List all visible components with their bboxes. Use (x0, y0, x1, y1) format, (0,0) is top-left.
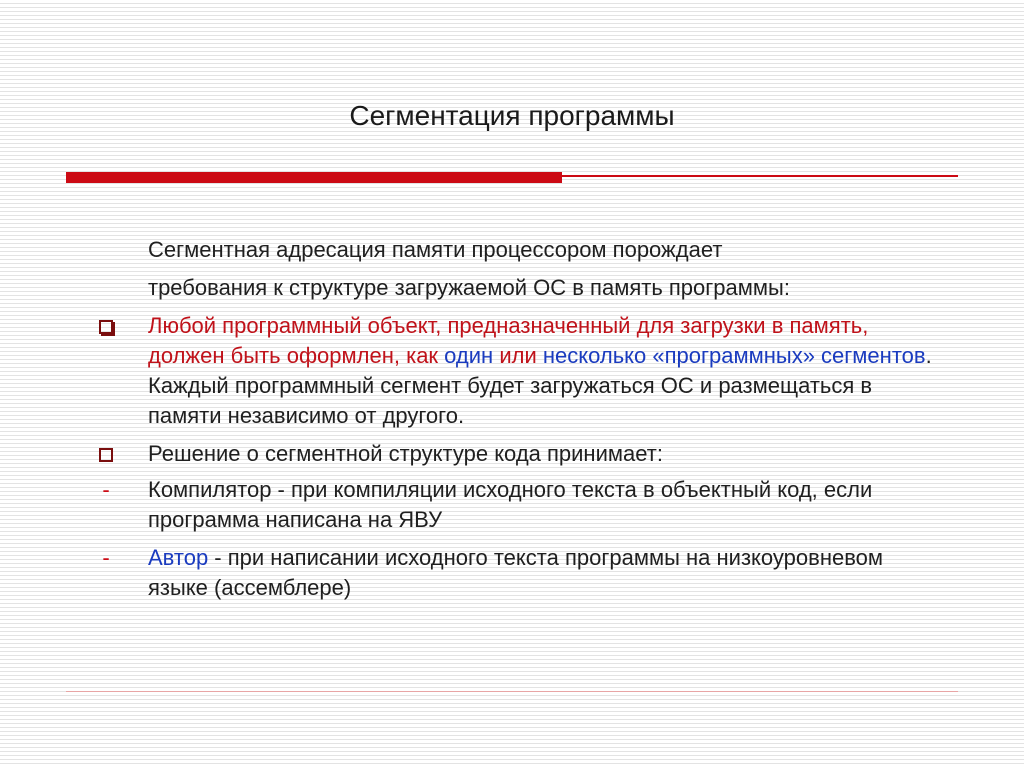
intro-line-2: требования к структуре загружаемой ОС в память программы: (148, 275, 790, 300)
item1-red-text-1: Любой программный объект, предназначенный для загрузки в память, должен быть оформлен, как (148, 313, 869, 368)
list-item-2 (96, 439, 946, 469)
list-item-4 (96, 543, 946, 603)
item4-plain-text: - при написании исходного текста программы на низкоуровневом языке (ассемблере) (148, 545, 884, 600)
item1-blue-text-1: один (444, 343, 494, 368)
footer-divider (66, 691, 958, 692)
item2-text: Решение о сегментной структуре кода принимает: (148, 441, 663, 466)
intro-paragraph (148, 231, 946, 307)
slide-title: Сегментация программы (349, 100, 675, 131)
item1-red-text-2: или (493, 343, 543, 368)
dash-bullet-icon: - (102, 545, 110, 570)
intro-line-1: Сегментная адресация памяти процессором порождает (148, 237, 723, 262)
item1-blue-text-2: несколько «программных» сегментов (542, 343, 926, 368)
title-underline-thin (562, 175, 958, 177)
list-item-3 (96, 475, 946, 535)
dash-bullet-icon: - (102, 477, 110, 502)
slide-content (96, 231, 946, 603)
list-item-1 (96, 311, 946, 431)
item4-blue-text: Автор (148, 545, 209, 570)
title-underline-thick (66, 172, 562, 183)
square-bullet-icon (96, 439, 116, 470)
item1-plain-text: . Каждый программный сегмент будет загружаться ОС и размещаться в памяти независимо от другого. (148, 343, 932, 428)
checkbox-shadow-bullet-icon (96, 311, 116, 342)
item3-text: Компилятор - при компиляции исходного текста в объектный код, если программа написана на ЯВУ (148, 477, 873, 532)
